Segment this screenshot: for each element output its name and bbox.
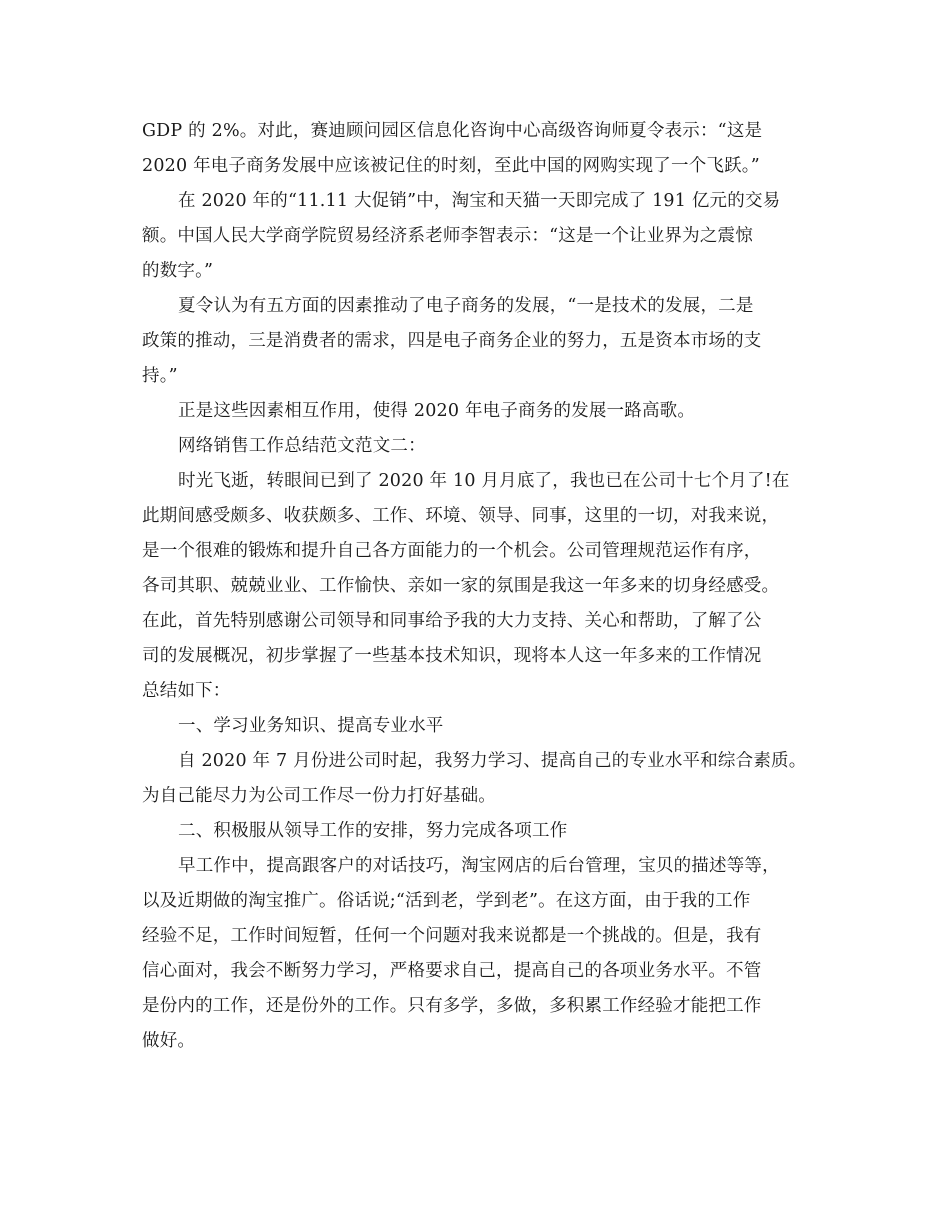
text-line: 以及近期做的淘宝推广。俗话说;“活到老，学到老”。在这方面，由于我的工作 bbox=[142, 891, 751, 911]
text-line: 自 2020 年 7 月份进公司时起，我努力学习、提高自己的专业水平和综合素质。 bbox=[178, 751, 807, 771]
text-line: 政策的推动，三是消费者的需求，四是电子商务企业的努力，五是资本市场的支 bbox=[142, 331, 762, 351]
text-line: 2020 年电子商务发展中应该被记住的时刻，至此中国的网购实现了一个飞跃。” bbox=[142, 156, 760, 176]
text-line: 夏令认为有五方面的因素推动了电子商务的发展，“一是技术的发展，二是 bbox=[178, 296, 754, 316]
text-line: 在 2020 年的“11.11 大促销”中，淘宝和天猫一天即完成了 191 亿元的交易 bbox=[178, 191, 781, 211]
text-line: 是份内的工作，还是份外的工作。只有多学，多做，多积累工作经验才能把工作 bbox=[142, 996, 762, 1016]
text-line: 做好。 bbox=[142, 1031, 196, 1051]
text-line: 是一个很难的锻炼和提升自己各方面能力的一个机会。公司管理规范运作有序， bbox=[142, 541, 762, 561]
text-line: 正是这些因素相互作用，使得 2020 年电子商务的发展一路高歌。 bbox=[178, 401, 696, 421]
text-line: 信心面对，我会不断努力学习，严格要求自己，提高自己的各项业务水平。不管 bbox=[142, 961, 762, 981]
text-line: 时光飞逝，转眼间已到了 2020 年 10 月月底了，我也已在公司十七个月了!在 bbox=[178, 471, 790, 491]
text-line: GDP 的 2%。对此，赛迪顾问园区信息化咨询中心高级咨询师夏令表示：“这是 bbox=[142, 121, 763, 141]
text-line: 额。中国人民大学商学院贸易经济系老师李智表示：“这是一个让业界为之震惊 bbox=[142, 226, 753, 246]
text-line: 早工作中，提高跟客户的对话技巧，淘宝网店的后台管理，宝贝的描述等等， bbox=[178, 856, 780, 876]
section-heading: 网络销售工作总结范文范文二： bbox=[178, 436, 426, 456]
text-line: 持。” bbox=[142, 366, 178, 386]
text-line: 此期间感受颇多、收获颇多、工作、环境、领导、同事，这里的一切，对我来说， bbox=[142, 506, 780, 526]
text-line: 司的发展概况，初步掌握了一些基本技术知识，现将本人这一年多来的工作情况 bbox=[142, 646, 762, 666]
text-line: 的数字。” bbox=[142, 261, 214, 281]
text-line: 为自己能尽力为公司工作尽一份力打好基础。 bbox=[142, 786, 496, 806]
text-line: 总结如下： bbox=[142, 681, 231, 701]
text-line: 经验不足，工作时间短暂，任何一个问题对我来说都是一个挑战的。但是，我有 bbox=[142, 926, 762, 946]
document-body bbox=[142, 114, 822, 1059]
text-line: 各司其职、兢兢业业、工作愉快、亲如一家的氛围是我这一年多来的切身经感受。 bbox=[142, 576, 780, 596]
text-line: 在此，首先特别感谢公司领导和同事给予我的大力支持、关心和帮助，了解了公 bbox=[142, 611, 762, 631]
section-heading: 二、积极服从领导工作的安排，努力完成各项工作 bbox=[178, 821, 568, 841]
section-heading: 一、学习业务知识、提高专业水平 bbox=[178, 716, 444, 736]
